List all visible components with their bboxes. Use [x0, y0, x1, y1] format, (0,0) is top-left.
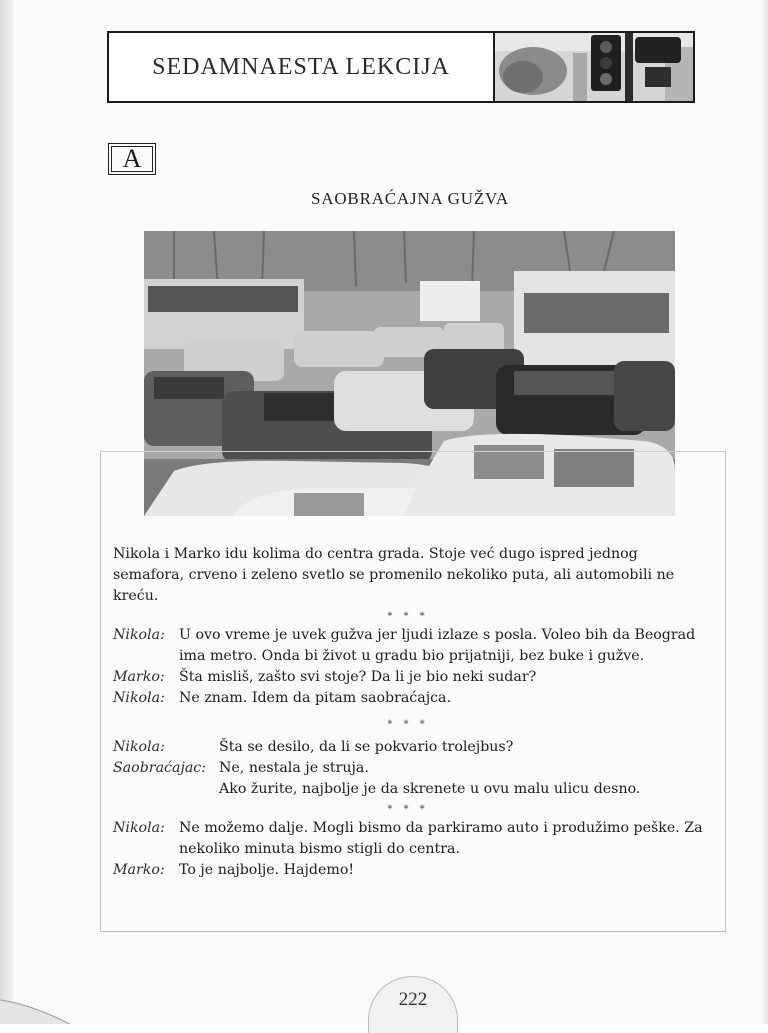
speaker-label: Marko:: [113, 862, 165, 878]
page-spine-shadow: [0, 0, 14, 1024]
dialogue-line: [113, 818, 703, 860]
page-number: 222: [368, 976, 458, 1033]
speech-text: U ovo vreme je uvek gužva jer ljudi izlaze s posla. Voleo bih da Beograd ima metro. Onda bi život u gradu bio prijatniji, bez buke i gužve.: [179, 627, 696, 664]
intro-paragraph: Nikola i Marko idu kolima do centra grada. Stoje već dugo ispred jednog semafora, crveno i zeleno svetlo se promenilo nekoliko puta, ali automobili ne kreću.: [113, 546, 675, 604]
section-separator: * * *: [387, 804, 429, 815]
section-separator: * * *: [387, 611, 429, 622]
traffic-light-photo-icon: [495, 33, 693, 101]
speaker-label: Marko:: [113, 669, 165, 685]
lesson-banner: [107, 31, 695, 103]
dialogue-line: [113, 625, 703, 667]
speech-text: Ne znam. Idem da pitam saobraćajca.: [179, 690, 452, 706]
dialogue-line: [113, 737, 703, 758]
page-edge: [760, 0, 768, 1024]
speech-text: Šta misliš, zašto svi stoje? Da li je bio neki sudar?: [179, 669, 537, 685]
dialogue-line: [113, 860, 703, 881]
lesson-title: SAOBRAĆAJNA GUŽVA: [311, 189, 509, 208]
speaker-label: Nikola:: [113, 690, 165, 706]
section-separator: * * *: [387, 719, 429, 730]
speaker-label: Saobraćajac:: [113, 760, 207, 776]
speech-text: To je najbolje. Hajdemo!: [179, 862, 355, 878]
dialogue-line: [113, 688, 703, 709]
speech-text: Šta se desilo, da li se pokvario trolejbus?: [219, 739, 514, 755]
speaker-label: [113, 779, 219, 800]
speech-text: Ne, nestala je struja.: [219, 760, 369, 776]
section-letter-box: [108, 143, 156, 175]
speaker-label: Nikola:: [113, 627, 165, 643]
speaker-label: Nikola:: [113, 820, 165, 836]
page-curl-icon: [0, 994, 70, 1024]
speech-text: Ne možemo dalje. Mogli bismo da parkiramo auto i produžimo peške. Za nekoliko minuta bismo stigli do centra.: [179, 820, 703, 857]
speaker-label: Nikola:: [113, 739, 165, 755]
lesson-banner-title: SEDAMNAESTA LEKCIJA: [109, 33, 495, 101]
lesson-text: [113, 544, 703, 881]
dialogue-line: [113, 758, 703, 779]
dialogue-line: [113, 667, 703, 688]
speech-text: Ako žurite, najbolje je da skrenete u ovu malu ulicu desno.: [219, 781, 641, 797]
section-letter: A: [122, 144, 142, 173]
dialogue-line: [113, 779, 703, 800]
